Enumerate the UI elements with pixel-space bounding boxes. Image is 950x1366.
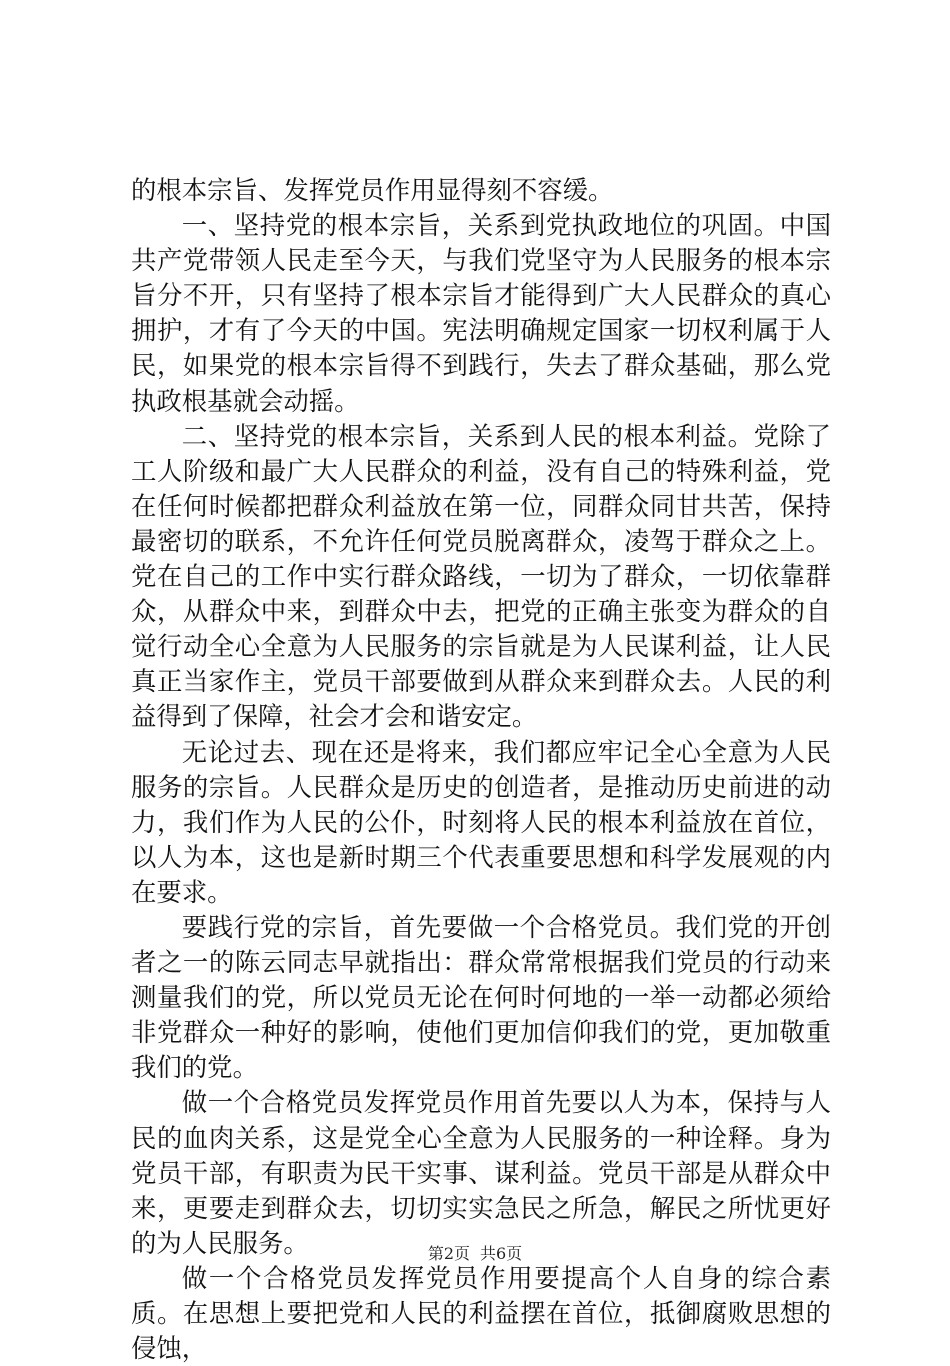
paragraph-continuation: 的根本宗旨、发挥党员作用显得刻不容缓。 [131,175,614,205]
paragraph-quality: 做一个合格党员发挥党员作用要提高个人自身的综合素质。在思想上要把党和人民的利益摆在首位，抵御腐败思想的侵蚀， [131,1262,831,1364]
paragraph-qualified-member: 要践行党的宗旨，首先要做一个合格党员。我们党的开创者之一的陈云同志早就指出：群众常常根据我们党员的行动来测量我们的党，所以党员无论在何时何地的一举一动都必须给非党群众一种好的影响，使他们更加信仰我们的党，更加敬重我们的党。 [131,911,831,1083]
page-total: 共6页 [480,1244,523,1263]
paragraph-people-interests: 二、坚持党的根本宗旨，关系到人民的根本利益。党除了工人阶级和最广大人民群众的利益，没有自己的特殊利益，党在任何时候都把群众利益放在第一位，同群众同甘共苦，保持最密切的联系，不允许任何党员脱离群众，凌驾于群众之上。党在自己的工作中实行群众路线，一切为了群众，一切依靠群众，从群众中来，到群众中去，把党的正确主张变为群众的自觉行动全心全意为人民服务的宗旨就是为人民谋利益，让人民真正当家作主，党员干部要做到从群众来到群众去。人民的利益得到了保障，社会才会和谐安定。 [131,420,831,732]
paragraph-serve-people: 无论过去、现在还是将来，我们都应牢记全心全意为人民服务的宗旨。人民群众是历史的创造者，是推动历史前进的动力，我们作为人民的公仆，时刻将人民的根本利益放在首位，以人为本，这也是新时期三个代表重要思想和科学发展观的内在要求。 [131,736,831,907]
paragraph-party-status: 一、坚持党的根本宗旨，关系到党执政地位的巩固。中国共产党带领人民走至今天，与我们党坚守为人民服务的根本宗旨分不开，只有坚持了根本宗旨才能得到广大人民群众的真心拥护，才有了今天的中国。宪法明确规定国家一切权利属于人民，如果党的根本宗旨得不到践行，失去了群众基础，那么党执政根基就会动摇。 [131,210,831,416]
page-footer [0,1244,950,1264]
page-number: 第2页 [427,1244,470,1263]
paragraph-people-oriented: 做一个合格党员发挥党员作用首先要以人为本，保持与人民的血肉关系，这是党全心全意为人民服务的一种诠释。身为党员干部，有职责为民干实事、谋利益。党员干部是从群众中来，更要走到群众去，切切实实急民之所急，解民之所忧更好的为人民服务。 [131,1087,831,1258]
document-body [131,173,831,1366]
